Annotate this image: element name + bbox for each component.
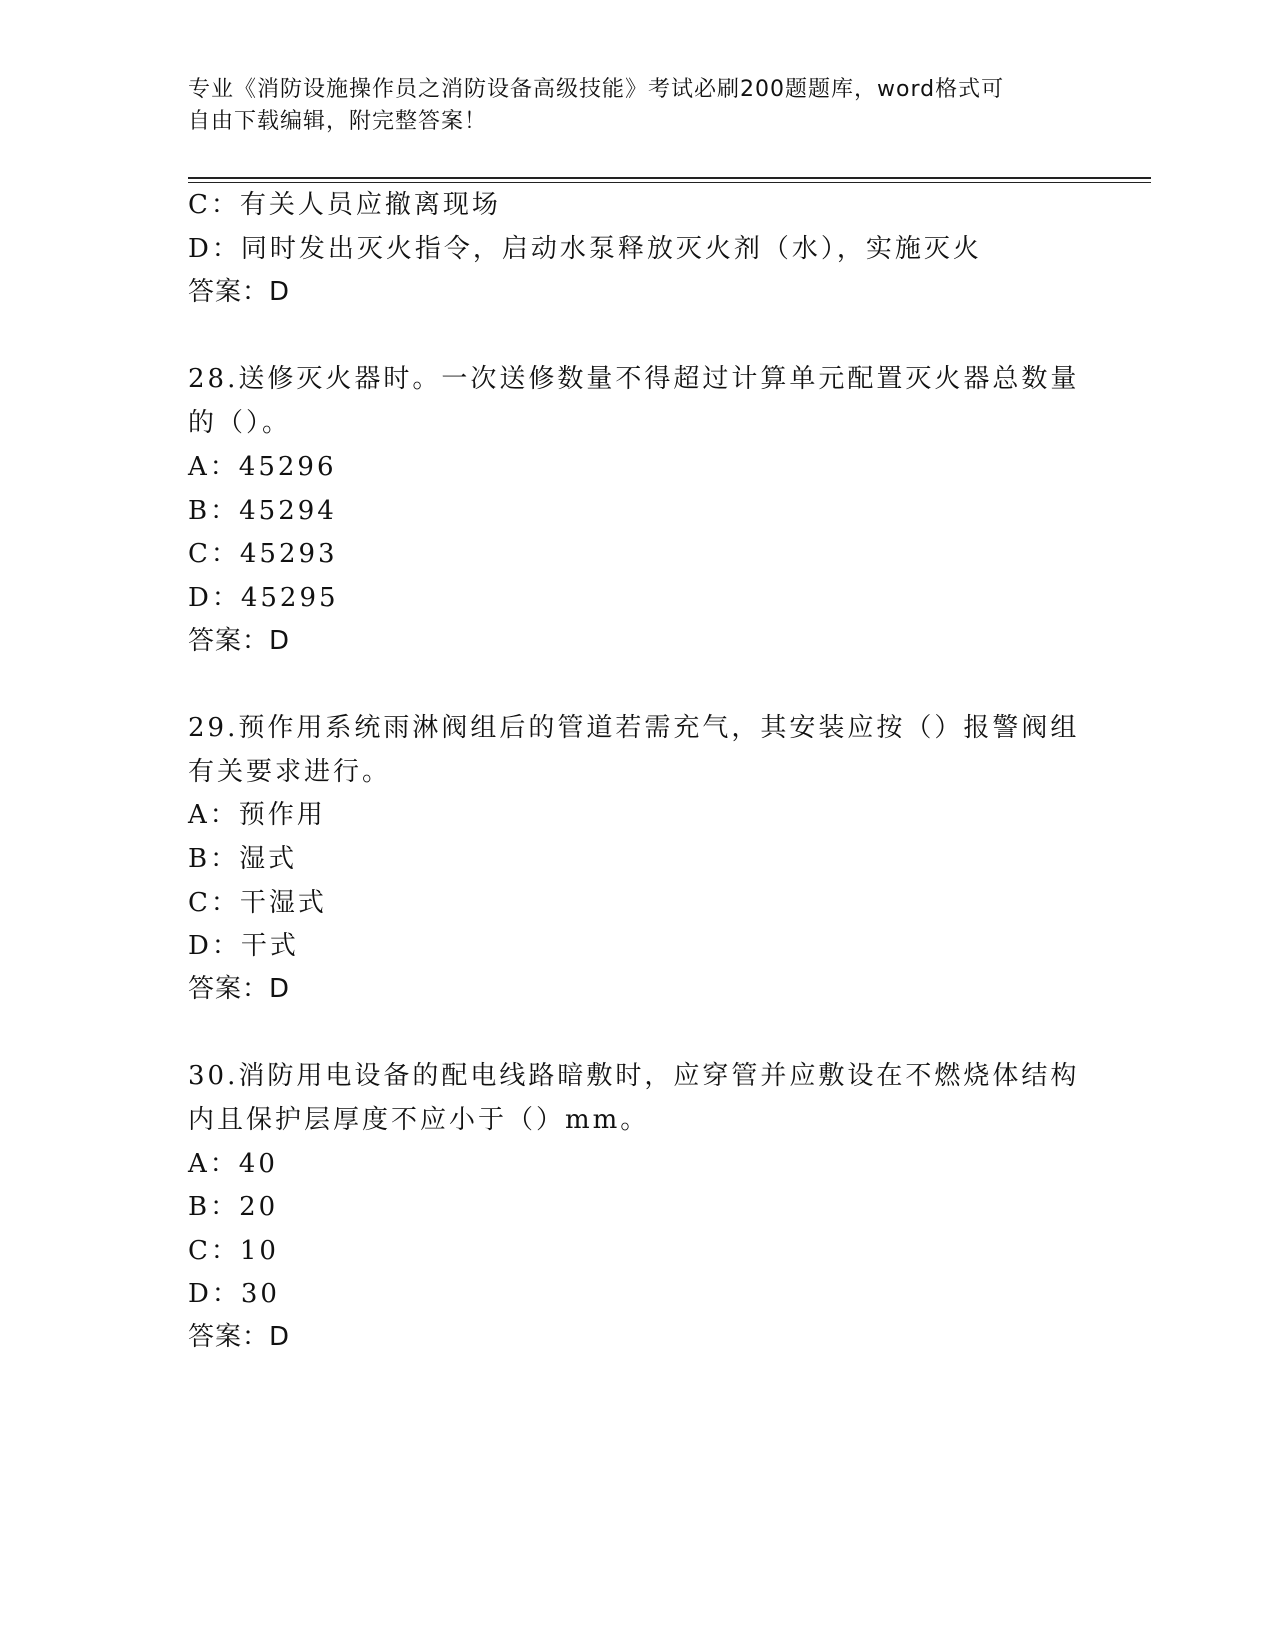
q30-option-a: A：40 (188, 1149, 278, 1179)
header-divider-thin (188, 182, 1151, 183)
document-header (188, 74, 1068, 138)
q29-option-b: B：湿式 (188, 844, 298, 874)
q30-stem-line-2: 内且保护层厚度不应小于（）mm。 (188, 1105, 650, 1135)
q28-option-a: A：45296 (188, 452, 337, 482)
q30-stem-line-1: 30.消防用电设备的配电线路暗敷时，应穿管并应敷设在不燃烧体结构 (188, 1061, 1080, 1091)
header-line-1: 专业《消防设施操作员之消防设备高级技能》考试必刷200题题库，word格式可 (188, 77, 1005, 102)
q28-option-b: B：45294 (188, 496, 337, 526)
q28-stem-line-1: 28.送修灭火器时。一次送修数量不得超过计算单元配置灭火器总数量 (188, 364, 1080, 394)
q28-option-d: D：45295 (188, 583, 339, 613)
prev-option-c: C：有关人员应撤离现场 (188, 190, 501, 220)
header-divider-thick (188, 177, 1151, 179)
q28-answer: 答案：D (188, 626, 291, 656)
prev-answer: 答案：D (188, 277, 291, 307)
q29-option-a: A：预作用 (188, 800, 326, 830)
q28-option-c: C：45293 (188, 539, 338, 569)
q30-option-c: C：10 (188, 1236, 279, 1266)
q29-option-c: C：干湿式 (188, 888, 327, 918)
q30-option-b: B：20 (188, 1192, 279, 1222)
q29-stem-line-2: 有关要求进行。 (188, 757, 392, 787)
q28-stem-line-2: 的（）。 (188, 408, 292, 438)
prev-option-d: D：同时发出灭火指令，启动水泵释放灭火剂（水），实施灭火 (188, 234, 982, 264)
header-line-2: 自由下载编辑，附完整答案！ (188, 109, 488, 134)
q30-option-d: D：30 (188, 1279, 280, 1309)
q29-option-d: D：干式 (188, 931, 299, 961)
q29-answer: 答案：D (188, 974, 291, 1004)
q29-stem-line-1: 29.预作用系统雨淋阀组后的管道若需充气，其安装应按（）报警阀组 (188, 713, 1080, 743)
q30-answer: 答案：D (188, 1322, 291, 1352)
